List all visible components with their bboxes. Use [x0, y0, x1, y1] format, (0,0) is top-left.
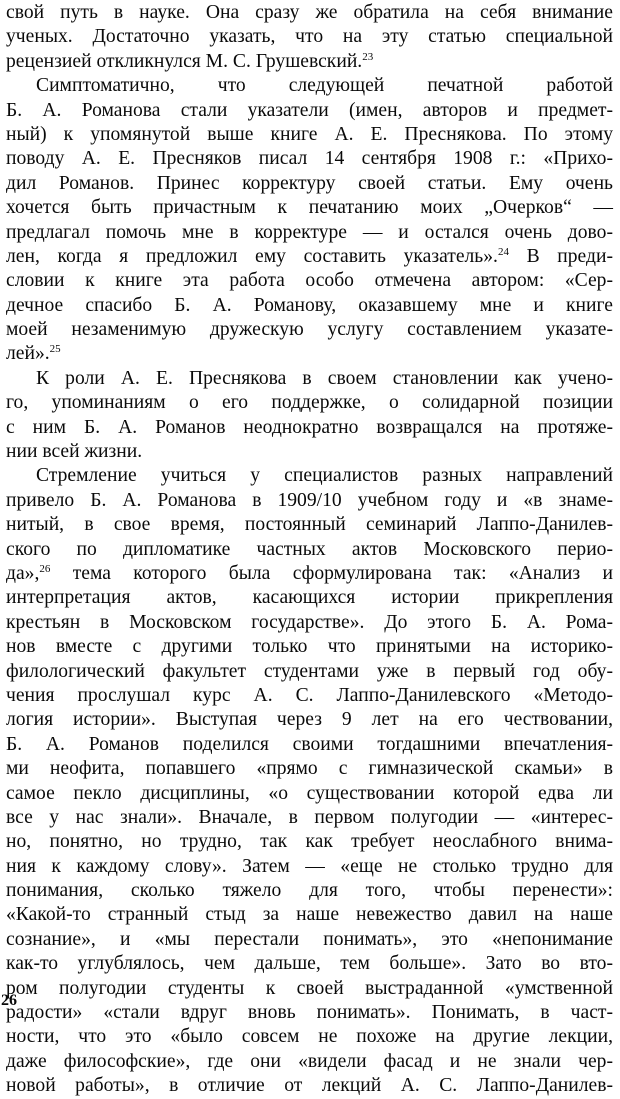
line-text: В преди-	[508, 245, 613, 267]
text-line	[6, 586, 613, 610]
text-line	[6, 1074, 613, 1098]
text-line	[6, 245, 613, 269]
line-text: Стремление учиться у специалистов разных направлений	[36, 465, 613, 487]
text-line	[6, 977, 613, 1001]
text-line	[6, 391, 613, 415]
line-text: го, упоминаниям о его поддержке, о солидарной позиции	[6, 392, 613, 414]
line-text: нитый, в свое время, постоянный семинарий Лаппо-Данилев-	[6, 514, 613, 536]
text-line	[6, 806, 613, 830]
line-text: нов вместе с другими только что принятыми на историко-	[6, 636, 613, 658]
text-line	[6, 903, 613, 927]
text-line	[6, 830, 613, 854]
line-text: ности, что это «было совсем не похоже на другие лекции,	[6, 1026, 613, 1048]
line-text: филологический факультет студентами уже в первый год обу-	[6, 660, 613, 682]
line-text: как-то углублялось, чем дальше, тем больше». Зато во вто-	[6, 953, 613, 975]
text-line	[6, 489, 613, 513]
footnote-ref: 24	[497, 245, 509, 258]
line-text: моей незаменимую дружескую услугу составлением указате-	[6, 319, 613, 341]
body-text	[6, 1, 613, 1099]
line-text: ученых. Достаточно указать, что на эту статью специальной	[6, 26, 613, 48]
text-line	[6, 1050, 613, 1074]
footnote-ref: 26	[39, 562, 51, 575]
page-number: 26	[1, 992, 17, 1009]
text-line	[6, 855, 613, 879]
text-line	[6, 538, 613, 562]
line-text: чения прослушал курс А. С. Лаппо-Данилевского «Методо-	[6, 684, 613, 706]
text-line	[6, 25, 613, 49]
text-line	[6, 562, 613, 586]
text-line	[6, 684, 613, 708]
line-text: логия истории». Выступая через 9 лет на его чествовании,	[6, 709, 613, 731]
line-text: «Какой-то странный стыд за наше невежество давил на наше	[6, 904, 613, 926]
line-text: поводу А. Е. Пресняков писал 14 сентября 1908 г.: «Прихо-	[6, 148, 613, 170]
text-line	[6, 513, 613, 537]
line-text: все у нас знали». Вначале, в первом полугодии — «интерес-	[6, 806, 613, 828]
text-line	[6, 147, 613, 171]
text-line	[6, 1025, 613, 1049]
text-line	[6, 635, 613, 659]
text-line	[6, 221, 613, 245]
line-text: Симптоматично, что следующей печатной работой	[36, 75, 613, 97]
text-line	[6, 99, 613, 123]
line-text: ми неофита, попавшего «прямо с гимназической скамьи» в	[6, 758, 613, 780]
text-line	[6, 733, 613, 757]
line-text: тема которого была сформулирована так: «Анализ и	[50, 562, 613, 584]
line-text: крестьян в Московском государстве». До этого Б. А. Рома-	[6, 611, 613, 633]
text-line	[6, 342, 613, 366]
text-line	[6, 879, 613, 903]
text-line	[6, 50, 613, 74]
text-line	[6, 611, 613, 635]
text-line	[6, 660, 613, 684]
line-text: с ним Б. А. Романов неоднократно возвращался на протяже-	[6, 416, 613, 438]
line-text: предлагал помочь мне в корректуре — и остался очень дово-	[6, 221, 613, 243]
text-line	[6, 294, 613, 318]
text-line	[6, 318, 613, 342]
text-line	[6, 367, 613, 391]
line-text: привело Б. А. Романова в 1909/10 учебном году и «в знаме-	[6, 489, 613, 511]
line-text: К роли А. Е. Преснякова в своем становлении как учено-	[36, 367, 613, 389]
line-text: лей».	[6, 343, 50, 365]
line-text: Б. А. Романов поделился своими тогдашними впечатления-	[6, 733, 613, 755]
line-text: ния к каждому слову». Затем — «еще не столько трудно для	[6, 855, 613, 877]
text-line	[6, 708, 613, 732]
text-line	[6, 1, 613, 25]
text-line	[6, 1001, 613, 1025]
text-line	[6, 123, 613, 147]
text-line	[6, 269, 613, 293]
line-text: но, понятно, но трудно, так как требует неослабного внима-	[6, 831, 613, 853]
text-line	[6, 74, 613, 98]
text-line	[6, 172, 613, 196]
line-text: хочется быть причастным к печатанию моих „Очерков“ —	[6, 197, 613, 219]
line-text: словии к книге эта работа особо отмечена автором: «Сер-	[6, 270, 613, 292]
line-text: рецензией откликнулся М. С. Грушевский.	[6, 50, 363, 72]
line-text: дил Романов. Принес корректуру своей статьи. Ему очень	[6, 172, 613, 194]
footnote-ref: 25	[49, 343, 61, 356]
text-line	[6, 782, 613, 806]
text-line	[6, 416, 613, 440]
text-line	[6, 952, 613, 976]
line-text: нии всей жизни.	[6, 441, 143, 463]
text-line	[6, 440, 613, 464]
text-line	[6, 196, 613, 220]
line-text: да»,	[6, 562, 40, 584]
text-line	[6, 757, 613, 781]
line-text: ный) к упомянутой выше книге А. Е. Преснякова. По этому	[6, 123, 613, 145]
line-text: интерпретация актов, касающихся истории прикрепления	[6, 587, 613, 609]
line-text: ром полугодии студенты к своей выстраданной «умственной	[6, 977, 613, 999]
line-text: Б. А. Романова стали указатели (имен, авторов и предмет-	[6, 99, 613, 121]
line-text: ского по дипломатике частных актов Московского перио-	[6, 538, 613, 560]
line-text: сознание», и «мы перестали понимать», это «непонимание	[6, 928, 613, 950]
line-text: понимания, сколько тяжело для того, чтобы перенести»:	[6, 880, 613, 902]
text-line	[6, 928, 613, 952]
line-text: лен, когда я предложил ему составить указатель».	[6, 245, 498, 267]
footnote-ref: 23	[362, 50, 374, 63]
line-text: новой работы», в отличие от лекций А. С. Лаппо-Данилев-	[6, 1075, 613, 1097]
line-text: дечное спасибо Б. А. Романову, оказавшему мне и книге	[6, 294, 613, 316]
line-text: самое пекло дисциплины, «о существовании которой едва ли	[6, 782, 613, 804]
text-line	[6, 464, 613, 488]
line-text: радости» «стали вдруг вновь понимать». Понимать, в част-	[6, 1002, 613, 1024]
line-text: даже философские», где они «видели фасад и не знали чер-	[6, 1050, 613, 1072]
line-text: свой путь в науке. Она сразу же обратила на себя внимание	[6, 2, 613, 23]
